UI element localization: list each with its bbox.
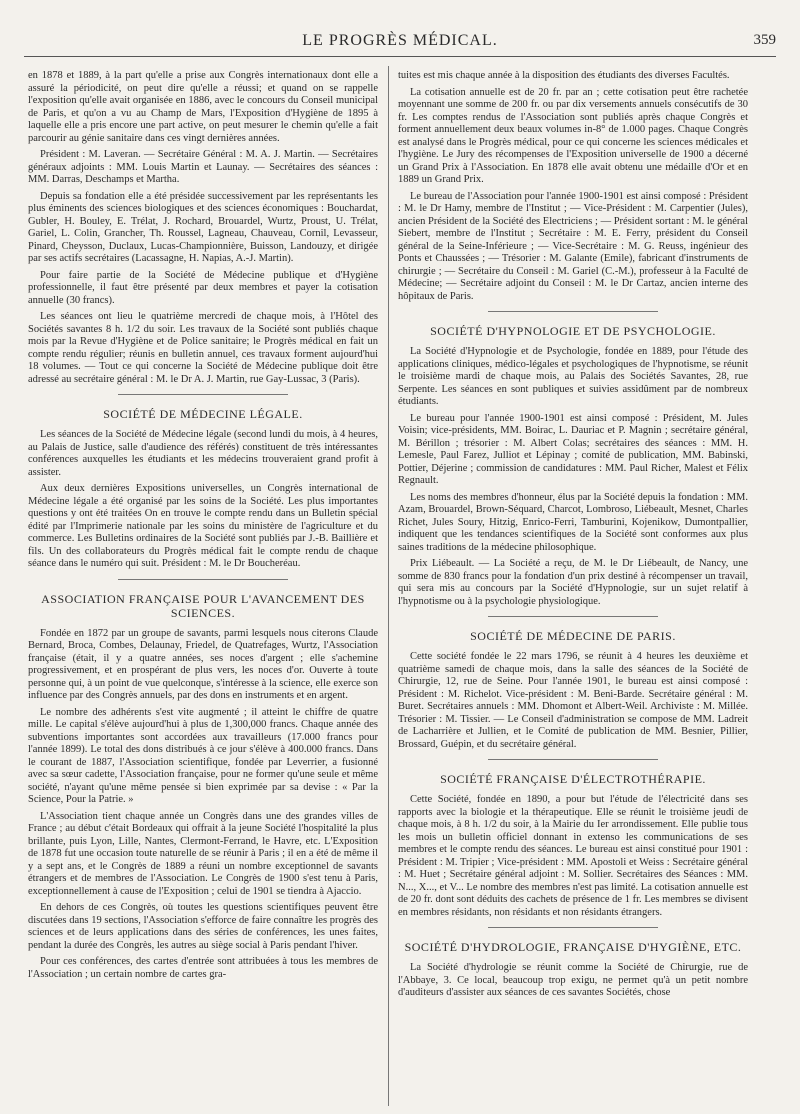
header-rule xyxy=(24,56,776,57)
paragraph: Le bureau de l'Association pour l'année 1900-1901 est ainsi composé : Président : M. le Dr Hamy, membre de l'Institut ; — Vice-Président : M. Carpentier (Jules), ancien Président de la Société des Electriciens ; — Président sortant : M. le général Siebert, membre de l'Institut ; Secrétaire : M. E. Ferry, président du Conseil général de la Seine-Inférieure ; — Vice-Secrétaire : M. G. Reuss, ingénieur des Ponts et Chaussées ; — Trésorier : M. Galante (Emile), fabricant d'instruments de chirurgie ; — Secrétaire du Conseil : M. Gariel (C.-M.), professeur à la Faculté de Médecine; — Secrétaire adjoint du Conseil : M. le Dr Cartaz, ancien interne des hôpitaux de Paris. xyxy=(398,190,748,302)
section-rule xyxy=(488,927,658,928)
section-heading-hydrologie xyxy=(398,940,748,954)
paragraph: La Société d'Hypnologie et de Psychologie, fondée en 1889, pour l'étude des applications cliniques, médico-légales et psychologiques de l'hypnotisme, se réunit le troisième mardi de chaque mois, au Palais des Sociétés Savantes, 28, rue Serpente. Les séances en sont publiques et suivies assidûment par de nombreux étudiants. xyxy=(398,346,748,407)
paragraph: Le nombre des adhérents s'est vite augmenté ; il atteint le chiffre de quatre mille. Le capital s'élève aujourd'hui à plus de 1,300,000 francs. Chaque année des subventions importantes sont accordées aux travailleurs (17.000 francs pour l'année 1899). Le total des dons distribués à ce jour s'élève à 400.000 francs. Dans le courant de 1887, l'Association scientifique, fondée par Leverrier, a fusionné avec sa sœur cadette, l'Association française, pour ne former qu'une seule et même société, n'ayant qu'une même pensée si bien exprimée par sa devise : « Par la Science, Pour la Patrie. » xyxy=(28,706,378,805)
paragraph: Cette Société, fondée en 1890, a pour but l'étude de l'électricité dans ses rapports avec la biologie et la thérapeutique. Elle se réunit le troisième jeudi de chaque mois, à 8 h. 1/2 du soir, à la Mairie du Ier arrondissement. Elle publie tous les mois un bulletin officiel donnant in extenso les communications de ses membres et le compte rendu des séances. Le bureau est ainsi constitué pour 1901 : Président : M. Tripier ; Vice-président : MM. Apostoli et Weiss : Secrétaire général : M. Huet ; Secrétaire général adjoint : M. Sollier. Secrétaires des Séances : MM. N..., X..., et V... Le nombre des membres n'est pas limité. La cotisation annuelle est de 20 fr. dont sont déduits des cachets de présence de 1 fr. Les membres se divisent en membres résidants, non résidants et non résidants étrangers. xyxy=(398,794,748,918)
paragraph: Le bureau pour l'année 1900-1901 est ainsi composé : Président, M. Jules Voisin; vice-présidents, MM. Boirac, L. Dauriac et P. Magnin ; secrétaire général, M. Bérillon ; trésorier : M. Albert Colas; secrétaires des séances : MM. H. Lemesle, Paul Farez, Julliot et Lépinay ; comité de publication, MM. Babinski, Pottier, Déjerine ; commission de candidatures : MM. Paul Richer, Malest et Félix Regnault. xyxy=(398,412,748,486)
paragraph: tuites est mis chaque année à la disposition des étudiants des diverses Facultés. xyxy=(398,70,730,81)
page-number: 359 xyxy=(753,32,776,48)
paragraph: Cette société fondée le 22 mars 1796, se réunit à 4 heures les deuxième et quatrième samedi de chaque mois, dans la salle des séances de la Société de Chirurgie, 12, rue de Seine. Pour l'année 1901, le bureau est ainsi composé : Président : M. Richelot. Vice-président : M. Beni-Barde. Secrétaire général : M. Buret. Secrétaires annuels : MM. Dhomont et Albert-Weil. Archiviste : M. Millée. Trésorier : M. Tissier. — Le Conseil d'administration se compose de MM. Ladreit de Lacharrière et Jullien, et le Comité de publication de MM. Besnier, Pillier, Brossard, Guépin, et du secrétaire général. xyxy=(398,651,748,750)
paragraph: Les séances ont lieu le quatrième mercredi de chaque mois, à l'Hôtel des Sociétés savantes 8 h. 1/2 du soir. Les travaux de la Société sont publiés chaque mois par la Revue d'Hygiène et de Police sanitaire; le Progrès médical en fait un compte rendu régulier; réunis en bulletin annuel, ces travaux forment aujourd'hui 18 volumes. — Tout ce qui concerne la Société de Médecine publique doit être adressé au secrétaire général : M. le Dr A. J. Martin, rue Gay-Lussac, 3 (Paris). xyxy=(28,311,378,385)
heading-text: SOCIÉTÉ DE MÉDECINE LÉGALE. xyxy=(103,407,303,421)
right-column xyxy=(398,70,748,1004)
section-heading-association-francaise xyxy=(28,592,378,620)
paragraph: en 1878 et 1889, à la part qu'elle a prise aux Congrès internationaux dont elle a assuré la périodicité, on peut dire qu'elle a réussi; et quand on se rappelle l'exposition qu'elle avait organisée en 1886, avec le concours du Conseil municipal de Paris, et qu'on a vu au Champ de Mars, l'Exposition d'Hygiène de 1895 à laquelle elle a pris encore une part active, on peut mesurer le chemin qu'elle a fait parcourir au génie sanitaire dans ces vingt dernières années. xyxy=(28,70,378,144)
heading-text: SOCIÉTÉ D'HYPNOLOGIE ET DE PSYCHOLOGIE. xyxy=(430,324,716,338)
paragraph: En dehors de ces Congrès, où toutes les questions scientifiques peuvent être discutées dans 19 sections, l'Association s'efforce de faire connaître les progrès des sciences et de leurs applications dans des séries de conférences, les unes faites, pendant la durée des Congrès, les autres au siège social à Paris pendant l'hiver. xyxy=(28,902,378,951)
paragraph: L'Association tient chaque année un Congrès dans une des grandes villes de France ; au début c'était Bordeaux qui offrait à la jeune Société l'hospitalité la plus brillante, puis Lyon, Lille, Nantes, Clermont-Ferrand, le Havre, etc. L'Exposition de 1878 fut une occasion toute naturelle de se réunir à Paris ; il en a été de même il y a sept ans, et le Congrès de 1889 a réuni un nombre exceptionnel de savants étrangers et de membres de l'Association. Le Congrès de 1900 s'est tenu à Paris, exceptionnellement à cause de l'Exposition ; celui de 1901 se tiendra à Ajaccio. xyxy=(28,810,378,897)
page-header xyxy=(24,28,776,54)
heading-text: SOCIÉTÉ DE MÉDECINE DE PARIS. xyxy=(470,629,676,643)
paragraph: Président : M. Laveran. — Secrétaire Général : M. A. J. Martin. — Secrétaires généraux adjoints : MM. Louis Martin et Launay. — Secrétaires des séances : MM. Darras, Deschamps et Martha. xyxy=(28,149,378,185)
paragraph: La Société d'hydrologie se réunit comme la Société de Chirurgie, rue de l'Abbaye, 3. Ce local, beaucoup trop exigu, ne permet qu'à un petit nombre d'auditeurs d'assister aux séances de ces savantes Sociétés, chose xyxy=(398,962,748,998)
paragraph: Depuis sa fondation elle a été présidée successivement par les représentants les plus éminents des sciences biologiques et des sciences économiques : Bouchardat, Gubler, H. Bouley, E. Trélat, J. Rochard, Brouardel, Wurtz, Proust, U. Trélat, Gariel, L. Colin, Grancher, Th. Roussel, Lagneau, Chauveau, Cornil, Levasseur, Pinard, Cheysson, Duclaux, Lucas-Championnière, Buisson, Landouzy, et dirigée par ses actifs secrétaires (Lacassagne, H. Napias, A.-J. Martin). xyxy=(28,190,378,264)
paragraph: Prix Liébeault. — La Société a reçu, de M. le Dr Liébeault, de Nancy, une somme de 830 francs pour la fondation d'un prix destiné à récompenser un travail, qui sera mis au concours par la Société d'Hypnologie, sur un sujet relatif à l'hypnotisme ou à la psychologie physiologique. xyxy=(398,558,748,607)
section-heading-medecine-legale xyxy=(28,407,378,421)
paragraph: Pour faire partie de la Société de Médecine publique et d'Hygiène professionnelle, il faut être présenté par deux membres et payer la cotisation annuelle (30 francs). xyxy=(28,269,378,306)
section-rule xyxy=(488,311,658,312)
heading-text: ASSOCIATION FRANÇAISE POUR L'AVANCEMENT DES SCIENCES. xyxy=(41,591,365,620)
section-heading-medecine-paris xyxy=(398,629,748,643)
left-column xyxy=(28,70,378,985)
paragraph: Pour ces conférences, des cartes d'entrée sont attribuées à tous les membres de l'Association ; un certain nombre de cartes gra- xyxy=(28,956,378,980)
paragraph: Les séances de la Société de Médecine légale (second lundi du mois, à 4 heures, au Palais de Justice, salle d'audience des référés) constituent de très intéressantes conférences auxquelles les étudiants et les médecins trouveraient grand profit à assister. xyxy=(28,429,378,478)
section-rule xyxy=(118,579,288,580)
section-heading-hypnologie xyxy=(398,324,748,338)
paragraph: La cotisation annuelle est de 20 fr. par an ; cette cotisation peut être rachetée moyennant une somme de 200 fr. ou par dix versements annuels consécutifs de 30 fr. Les comptes rendus de l'Association sont publiés après chaque Congrès et forment annuellement deux beaux volumes in-8° de 1.000 pages. Chaque Congrès est analysé dans le Progrès médical, pour ce qui concerne les sciences médicales et l'hygiène. Le Jury des récompenses de l'Exposition universelle de 1900 a décerné un Grand Prix à l'Association. En 1878 elle avait obtenu une médaille d'Or et en 1889 un Grand Prix. xyxy=(398,86,748,185)
heading-text: SOCIÉTÉ FRANÇAISE D'ÉLECTROTHÉRAPIE. xyxy=(440,772,706,786)
section-heading-electrotherapie xyxy=(398,772,748,786)
section-rule xyxy=(488,616,658,617)
running-title: LE PROGRÈS MÉDICAL. xyxy=(302,32,498,49)
heading-text: SOCIÉTÉ D'HYDROLOGIE, FRANÇAISE D'HYGIÈNE, ETC. xyxy=(404,940,742,954)
paragraph: Les noms des membres d'honneur, élus par la Société depuis la fondation : MM. Azam, Brouardel, Brown-Séquard, Charcot, Lombroso, Liébeault, Mesnet, Charles Richet, Jules Soury, Hitzig, Enrico-Ferri, Tamburini, Kojenikow, Dumontpallier, indiquent que les tendances scientifiques de la Société sont conformes aux plus saines traditions de la médecine philosophique. xyxy=(398,491,748,553)
paragraph: Aux deux dernières Expositions universelles, un Congrès international de Médecine légale a été organisé par les soins de la Société. Les plus importantes questions y ont été traitées On en trouve le compte rendu dans un Bulletin spécial édité par l'Imprimerie nationale par les soins du ministère de l'agriculture et du commerce. Les Bulletins ordinaires de la Société sont publiés par J.-B. Baillière et fils. Un des collaborateurs du Progrès médical fait le compte rendu de chaque séance dans le numéro qui suit. Président : M. le Dr Boucheréau. xyxy=(28,483,378,569)
column-divider xyxy=(388,66,389,1106)
section-rule xyxy=(488,759,658,760)
section-rule xyxy=(118,394,288,395)
paragraph: Fondée en 1872 par un groupe de savants, parmi lesquels nous citerons Claude Bernard, Broca, Combes, Delaunay, Friedel, de Quatrefages, Wurtz, l'Association française (était, il y a quatre années, ses noces d'argent ; elle s'achemine progressivement, et en prospérant de plus vers, les noces d'or. Ouverte à toute personne qui, à un point de vue quelconque, s'intéresse à la science, elle exerce son influence par des Congrès annuels, par des dons en instruments et en argent. xyxy=(28,627,378,701)
